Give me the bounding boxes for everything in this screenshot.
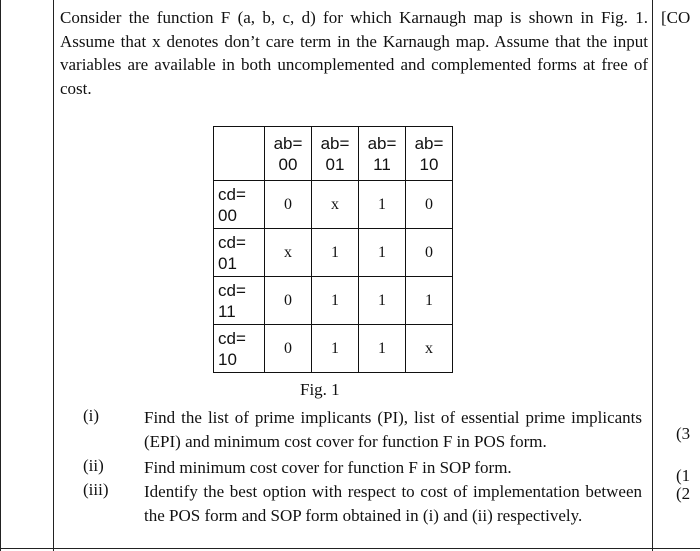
kmap-col-header bbox=[312, 127, 359, 181]
kmap-row bbox=[214, 181, 453, 229]
kmap-corner bbox=[214, 127, 265, 181]
kmap-cell: 0 bbox=[265, 277, 312, 325]
figure-caption: Fig. 1 bbox=[300, 380, 340, 399]
kmap-row-var: cd= bbox=[218, 232, 246, 252]
kmap-cell: 1 bbox=[359, 325, 406, 373]
kmap-col-header bbox=[406, 127, 453, 181]
kmap-row-val: 10 bbox=[218, 349, 237, 369]
kmap-header-row bbox=[214, 127, 453, 181]
kmap-col-var: ab= bbox=[367, 133, 397, 153]
question-number: (ii) bbox=[83, 456, 104, 475]
column-divider-left bbox=[53, 0, 54, 551]
kmap-cell: 1 bbox=[312, 277, 359, 325]
kmap-row-header bbox=[214, 325, 265, 373]
kmap-col-var: ab= bbox=[414, 133, 444, 153]
kmap-cell: x bbox=[406, 325, 453, 373]
left-border bbox=[0, 0, 1, 551]
kmap-cell: x bbox=[265, 229, 312, 277]
kmap-col-var: ab= bbox=[320, 133, 350, 153]
kmap-row-header bbox=[214, 229, 265, 277]
karnaugh-map bbox=[213, 126, 453, 373]
question-number: (iii) bbox=[83, 480, 109, 499]
kmap-cell: 1 bbox=[406, 277, 453, 325]
question-number: (i) bbox=[83, 406, 100, 425]
kmap-row-val: 01 bbox=[218, 253, 237, 273]
kmap-row-var: cd= bbox=[218, 328, 246, 348]
kmap-cell: 0 bbox=[265, 325, 312, 373]
bottom-border bbox=[0, 548, 700, 549]
marks-label: (2 bbox=[676, 484, 691, 503]
marks-label: (1 bbox=[676, 466, 691, 485]
kmap-cell: 1 bbox=[359, 229, 406, 277]
kmap-col-var: ab= bbox=[273, 133, 303, 153]
kmap-cell: x bbox=[312, 181, 359, 229]
marks-label: (3 bbox=[676, 424, 691, 443]
kmap-col-val: 10 bbox=[419, 154, 439, 174]
kmap-row bbox=[214, 325, 453, 373]
kmap-cell: 0 bbox=[265, 181, 312, 229]
kmap-cell: 0 bbox=[406, 181, 453, 229]
kmap-row-var: cd= bbox=[218, 184, 246, 204]
kmap-col-val: 01 bbox=[325, 154, 345, 174]
kmap-row-var: cd= bbox=[218, 280, 246, 300]
kmap-col-header bbox=[359, 127, 406, 181]
kmap-col-header bbox=[265, 127, 312, 181]
kmap-col-val: 11 bbox=[373, 154, 391, 174]
kmap-row bbox=[214, 229, 453, 277]
kmap-row-header bbox=[214, 277, 265, 325]
kmap-row bbox=[214, 277, 453, 325]
kmap-row-val: 00 bbox=[218, 205, 237, 225]
kmap-row-header bbox=[214, 181, 265, 229]
kmap-cell: 1 bbox=[312, 325, 359, 373]
question-text: Find the list of prime implicants (PI), list of essential prime implicants (EPI) and minimum cost cover for function F in POS form. bbox=[144, 408, 642, 451]
kmap-row-val: 11 bbox=[218, 301, 236, 321]
kmap-cell: 1 bbox=[359, 277, 406, 325]
kmap-cell: 1 bbox=[312, 229, 359, 277]
kmap-col-val: 00 bbox=[278, 154, 298, 174]
column-divider-right bbox=[652, 0, 653, 551]
co-label: [CO bbox=[661, 8, 691, 27]
question-text: Find minimum cost cover for function F in SOP form. bbox=[144, 458, 512, 477]
kmap-cell: 0 bbox=[406, 229, 453, 277]
kmap-cell: 1 bbox=[359, 181, 406, 229]
question-text: Identify the best option with respect to cost of implementation between the POS form and SOP form obtained in (i) and (ii) respectively. bbox=[144, 482, 642, 525]
question-intro: Consider the function F (a, b, c, d) for which Karnaugh map is shown in Fig. 1. Assume that x denotes don’t care term in the Karnaugh map. Assume that the input variables are available in both uncomplemented and complemented forms at free of cost. bbox=[60, 8, 648, 98]
